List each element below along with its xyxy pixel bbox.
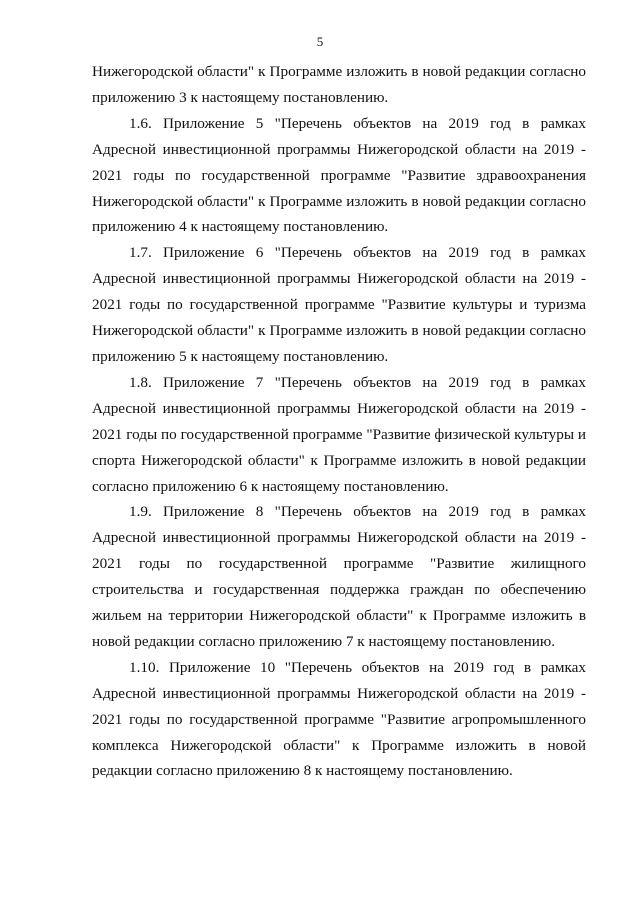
paragraph-item-1-8: 1.8. Приложение 7 "Перечень объектов на 2019 год в рамках Адресной инвестиционной программы Нижегородской области на 2019 - 2021 годы по государственной программе "Развитие физической культуры и спорта Нижегородской области" к Программе изложить в новой редакции согласно приложению 6 к настоящему постановлению. xyxy=(92,373,586,495)
page-number: 5 xyxy=(316,34,324,49)
document-body xyxy=(92,59,586,784)
paragraph-item-1-9: 1.9. Приложение 8 "Перечень объектов на 2019 год в рамках Адресной инвестиционной программы Нижегородской области на 2019 - 2021 годы по государственной программе "Развитие жилищного строительства и государственная поддержка граждан по обеспечению жильем на территории Нижегородской области" к Программе изложить в новой редакции согласно приложению 7 к настоящему постановлению. xyxy=(92,503,586,650)
paragraph-continuation: Нижегородской области" к Программе изложить в новой редакции согласно приложению 3 к настоящему постановлению. xyxy=(92,63,586,106)
paragraph-item-1-7: 1.7. Приложение 6 "Перечень объектов на 2019 год в рамках Адресной инвестиционной программы Нижегородской области на 2019 - 2021 годы по государственной программе "Развитие культуры и туризма Нижегородской области" к Программе изложить в новой редакции согласно приложению 5 к настоящему постановлению. xyxy=(92,244,586,365)
paragraph-item-1-10: 1.10. Приложение 10 "Перечень объектов на 2019 год в рамках Адресной инвестиционной программы Нижегородской области на 2019 - 2021 годы по государственной программе "Развитие агропромышленного комплекса Нижегородской области" к Программе изложить в новой редакции согласно приложению 8 к настоящему постановлению. xyxy=(92,658,586,780)
paragraph-item-1-6: 1.6. Приложение 5 "Перечень объектов на 2019 год в рамках Адресной инвестиционной программы Нижегородской области на 2019 - 2021 годы по государственной программе "Развитие здравоохранения Нижегородской области" к Программе изложить в новой редакции согласно приложению 4 к настоящему постановлению. xyxy=(92,114,586,236)
